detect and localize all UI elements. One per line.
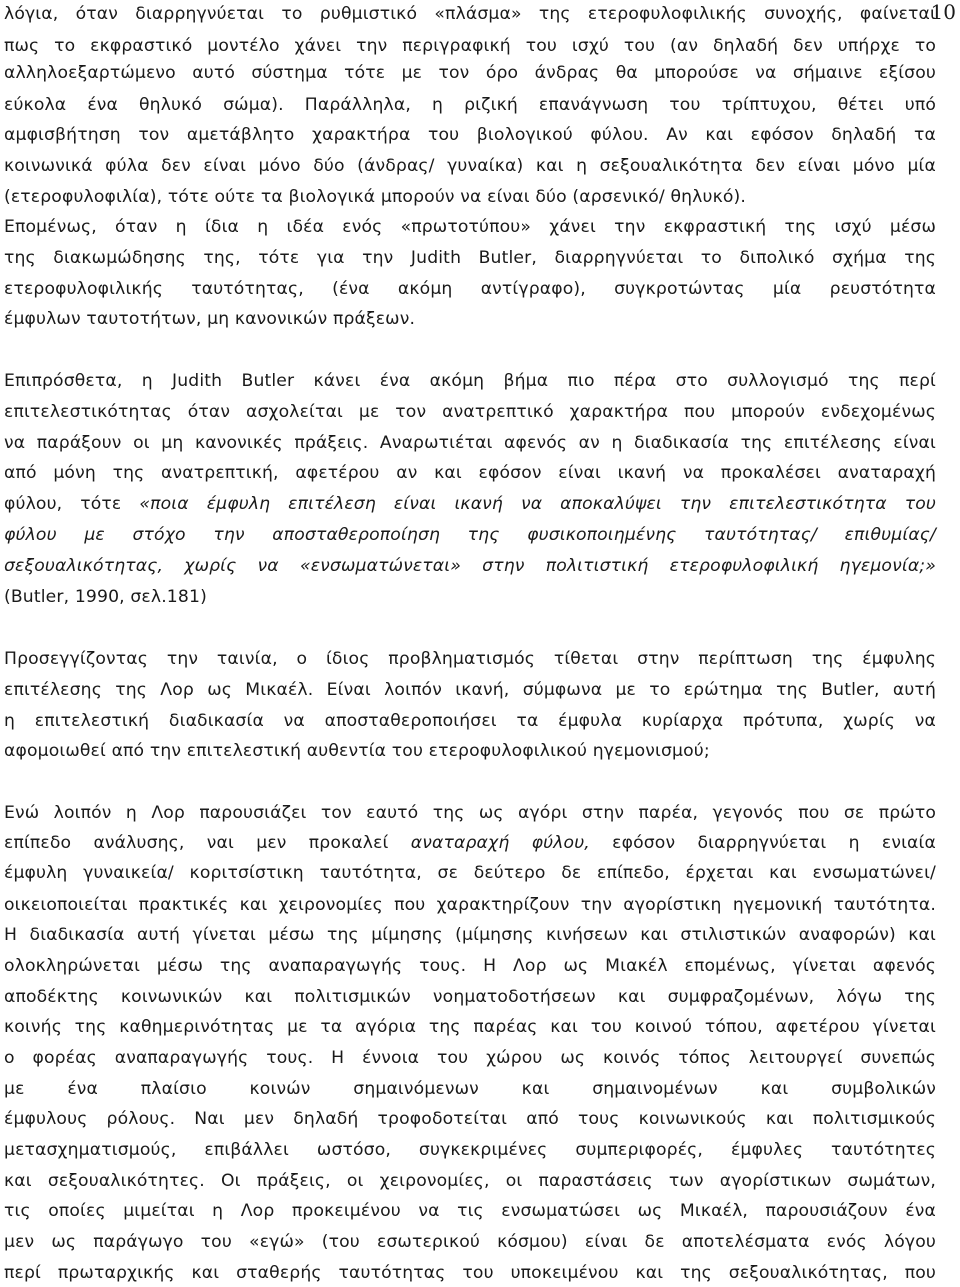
text-segment: της διακωμώδησης της, τότε για την Judith Butler, διαρρηγνύεται το διπολικό σχήμα της <box>4 248 936 268</box>
text-segment: Προσεγγίζοντας την ταινία, ο ίδιος προβληματισμός τίθεται στην περίπτωση της έμφυλης <box>4 649 936 669</box>
text-line <box>4 1262 936 1284</box>
page-number: 10 <box>930 0 956 24</box>
text-segment: επιτέλεσης της Λορ ως Μικαέλ. Είναι λοιπόν ικανή, σύμφωνα με το ερώτημα της Butler, αυτή <box>4 680 936 700</box>
text-line <box>4 1108 936 1130</box>
text-segment: ολοκληρώνεται μέσω της αναπαραγωγής τους. Η Λορ ως Μιακέλ επομένως, γίνεται αφενός <box>4 956 936 976</box>
text-segment: ο φορέας αναπαραγωγής τους. Η έννοια του χώρου ως κοινός τόπος λειτουργεί συνεπώς <box>4 1048 936 1068</box>
text-segment: περί πρωταρχικής και σταθερής ταυτότητας του υποκειμένου και της σεξουαλικότητας, που <box>4 1263 936 1283</box>
text-line <box>4 986 936 1008</box>
text-segment: με ένα πλαίσιο κοινών σημαινόμενων και σημαινομένων και συμβολικών <box>4 1079 936 1099</box>
text-segment: και σεξουαλικότητες. Οι πράξεις, οι χειρονομίες, οι παραστάσεις των αγορίστικων σωμάτων, <box>4 1171 936 1191</box>
text-line <box>4 740 710 762</box>
text-segment: η επιτελεστική διαδικασία να αποσταθεροποιήσει τα έμφυλα κυρίαρχα πρότυπα, χωρίς να <box>4 711 936 731</box>
text-segment: επίπεδο ανάλυσης, ναι μεν προκαλεί <box>4 833 411 853</box>
text-line <box>4 1200 936 1222</box>
text-segment: αμφισβήτηση τον αμετάβλητο χαρακτήρα του βιολογικού φύλου. Αν και εφόσον δηλαδή τα <box>4 125 936 145</box>
text-segment: αλληλοεξαρτώμενο αυτό σύστημα τότε με τον όρο άνδρας θα μπορούσε να σήμαινε εξίσου <box>4 63 936 83</box>
text-line <box>4 1016 936 1038</box>
text-line <box>4 432 936 454</box>
text-segment: μετασχηματισμούς, επιβάλλει ωστόσο, συγκεκριμένες συμπεριφορές, έμφυλες ταυτότητες <box>4 1140 936 1160</box>
text-line <box>4 124 936 146</box>
text-segment: Ενώ λοιπόν η Λορ παρουσιάζει τον εαυτό της ως αγόρι στην παρέα, γεγονός που σε πρώτο <box>4 803 936 823</box>
text-segment: αφομοιωθεί από την επιτελεστική αυθεντία του ετεροφυλοφιλικού ηγεμονισμού; <box>4 741 710 761</box>
text-segment: Επιπρόσθετα, η Judith Butler κάνει ένα ακόμη βήμα πιο πέρα στο συλλογισμό της περί <box>4 371 936 391</box>
text-segment: από μόνη της ανατρεπτική, αφετέρου αν και εφόσον είναι ικανή να προκαλέσει αναταραχή <box>4 463 936 483</box>
text-segment: φύλου, τότε <box>4 494 140 514</box>
text-line <box>4 94 936 116</box>
text-line <box>4 370 936 392</box>
text-segment: έμφυλους ρόλους. Ναι μεν δηλαδή τροφοδοτείται από τους κοινωνικούς και πολιτισμικούς <box>4 1109 936 1129</box>
text-segment: επιτελεστικότητας όταν ασχολείται με τον ανατρεπτικό χαρακτήρα που μπορούν ενδεχομένως <box>4 402 936 422</box>
text-segment: οικειοποιείται πρακτικές και χειρονομίες που χαρακτηρίζουν την αγορίστικη ηγεμονική ταυτότητα. <box>4 895 936 915</box>
text-line <box>4 3 936 25</box>
text-line <box>4 62 936 84</box>
text-segment: τις οποίες μιμείται η Λορ προκειμένου να τις ενσωματώσει ως Μικαέλ, παρουσιάζουν ένα <box>4 1201 936 1221</box>
text-line <box>4 155 936 177</box>
text-segment: εφόσον διαρρηγνύεται η ενιαία <box>589 833 936 853</box>
text-line <box>4 462 936 484</box>
text-line <box>4 524 936 546</box>
text-line <box>4 832 936 854</box>
text-line <box>4 401 936 423</box>
text-line <box>4 924 936 946</box>
text-segment: (ετεροφυλοφιλία), τότε ούτε τα βιολογικά μπορούν να είναι δύο (αρσενικό/ θηλυκό). <box>4 187 747 207</box>
italic-text-segment: αναταραχή φύλου, <box>410 833 590 853</box>
text-line <box>4 1078 936 1100</box>
text-line <box>4 862 936 884</box>
text-line <box>4 216 936 238</box>
text-line <box>4 1139 936 1161</box>
text-line <box>4 35 936 57</box>
text-line <box>4 894 936 916</box>
italic-text-segment: σεξουαλικότητας, χωρίς να «ενσωματώνεται» στην πολιτιστική ετεροφυλοφιλική ηγεμονία;» <box>4 556 936 576</box>
text-segment: αποδέκτης κοινωνικών και πολιτισμικών νοηματοδοτήσεων και συμφραζομένων, λόγω της <box>4 987 936 1007</box>
text-line <box>4 493 936 515</box>
text-segment: (Butler, 1990, σελ.181) <box>4 587 207 607</box>
text-line <box>4 1047 936 1069</box>
text-line <box>4 679 936 701</box>
text-line <box>4 186 746 208</box>
text-segment: έμφυλη γυναικεία/ κοριτσίστικη ταυτότητα, σε δεύτερο δε επίπεδο, έρχεται και ενσωματώνει/ <box>4 863 936 883</box>
text-segment: λόγια, όταν διαρρηγνύεται το ρυθμιστικό «πλάσμα» της ετεροφυλοφιλικής συνοχής, φαίνεται <box>4 4 936 24</box>
text-segment: κοινής της καθημερινότητας με τα αγόρια της παρέας και του κοινού τόπου, αφετέρου γίνεται <box>4 1017 936 1037</box>
text-line <box>4 586 207 608</box>
text-segment: πως το εκφραστικό μοντέλο χάνει την περιγραφική του ισχύ του (αν δηλαδή δεν υπήρχε το <box>4 36 936 56</box>
text-segment: να παράξουν οι μη κανονικές πράξεις. Αναρωτιέται αφενός αν η διαδικασία της επιτέλεσης είναι <box>4 433 936 453</box>
italic-text-segment: φύλου με στόχο την αποσταθεροποίηση της φυσικοποιημένης ταυτότητας/ επιθυμίας/ <box>4 525 936 545</box>
text-line <box>4 802 936 824</box>
text-line <box>4 955 936 977</box>
text-segment: εύκολα ένα θηλυκό σώμα). Παράλληλα, η ριζική επανάγνωση του τρίπτυχου, θέτει υπό <box>4 95 936 115</box>
text-line <box>4 308 415 330</box>
text-line <box>4 1231 936 1253</box>
text-segment: Η διαδικασία αυτή γίνεται μέσω της μίμησης (μίμησης κινήσεων και στιλιστικών αναφορών) και <box>4 925 936 945</box>
text-segment: έμφυλων ταυτοτήτων, μη κανονικών πράξεων. <box>4 309 416 329</box>
text-line <box>4 1170 936 1192</box>
text-line <box>4 710 936 732</box>
text-line <box>4 648 936 670</box>
text-line <box>4 555 936 577</box>
text-segment: Επομένως, όταν η ίδια η ιδέα ενός «πρωτοτύπου» χάνει την εκφραστική της ισχύ μέσω <box>4 217 936 237</box>
text-line <box>4 247 936 269</box>
text-line <box>4 278 936 300</box>
text-segment: κοινωνικά φύλα δεν είναι μόνο δύο (άνδρας/ γυναίκα) και η σεξουαλικότητα δεν είναι μόνο μία <box>4 156 936 176</box>
text-segment: ετεροφυλοφιλικής ταυτότητας, (ένα ακόμη αντίγραφο), συγκροτώντας μία ρευστότητα <box>4 279 936 299</box>
text-segment: μεν ως παράγωγο του «εγώ» (του εσωτερικού κόσμου) είναι δε αποτελέσματα ενός λόγου <box>4 1232 936 1252</box>
italic-text-segment: «ποια έμφυλη επιτέλεση είναι ικανή να αποκαλύψει την επιτελεστικότητα του <box>139 494 936 514</box>
